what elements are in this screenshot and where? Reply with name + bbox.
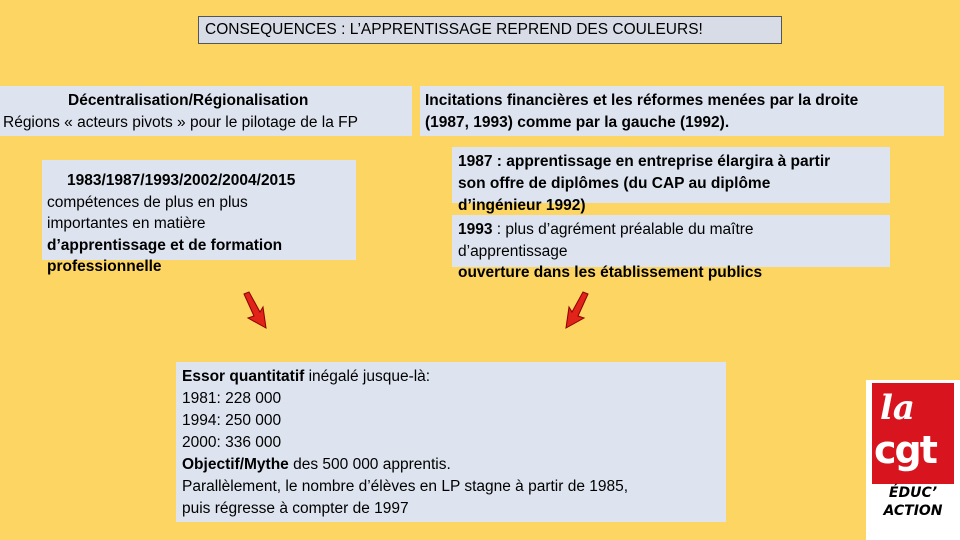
reform-1993-line-2: d’apprentissage — [458, 242, 568, 260]
regions-text: Régions « acteurs pivots » pour le pilotage de la FP — [3, 114, 358, 131]
objectif-rest: des 500 000 apprentis. — [288, 456, 451, 473]
competences-box — [42, 160, 356, 275]
reform-1993-line-3: ouverture dans les établissement publics — [458, 264, 763, 281]
competences-line-4: d’apprentissage et de formation — [47, 236, 283, 254]
essor-box — [176, 362, 726, 522]
incitations-line-2: (1987, 1993) comme par la gauche (1992). — [425, 114, 730, 131]
logo-la: la — [880, 388, 915, 428]
stat-2000: 2000: 336 000 — [182, 434, 282, 451]
essor-heading — [182, 366, 726, 388]
objectif-line — [182, 454, 726, 476]
competences-line-2: compétences de plus en plus — [47, 193, 248, 211]
cgt-educ-action-logo — [866, 380, 960, 540]
decentralisation-box — [0, 86, 412, 136]
arrow-down-left-icon — [560, 292, 596, 330]
competences-line-5: professionnelle — [47, 258, 162, 275]
lp-line-2: puis régresse à compter de 1997 — [182, 500, 409, 517]
decentralisation-heading: Décentralisation/Régionalisation — [68, 92, 309, 109]
reform-1993-text: : plus d’agrément préalable du maître — [492, 221, 754, 238]
incitations-box — [420, 86, 944, 136]
slide-title-text: CONSEQUENCES : L’APPRENTISSAGE REPREND DES COULEURS! — [205, 21, 703, 38]
slide-title — [198, 16, 782, 44]
lp-line-1: Parallèlement, le nombre d’élèves en LP stagne à partir de 1985, — [182, 478, 629, 495]
competences-line-3: importantes en matière — [47, 215, 206, 232]
reform-1987-line-1: 1987 : apprentissage en entreprise élargira à partir — [458, 153, 831, 170]
stat-1981: 1981: 228 000 — [182, 390, 282, 407]
stat-1994: 1994: 250 000 — [182, 412, 282, 429]
reform-1987-line-3: d’ingénieur 1992) — [458, 197, 586, 214]
incitations-line-1: Incitations financières et les réformes menées par la droite — [425, 92, 859, 109]
essor-label-rest: inégalé jusque-là: — [304, 368, 431, 385]
logo-action: ACTION — [883, 503, 943, 519]
logo-educ-action — [872, 484, 954, 536]
reform-1993-box — [452, 215, 890, 281]
objectif-label: Objectif/Mythe — [182, 456, 289, 473]
arrow-down-right-icon — [236, 292, 272, 330]
reform-1993-year: 1993 — [458, 221, 493, 238]
competences-years: 1983/1987/1993/2002/2004/2015 — [67, 172, 296, 189]
logo-cgt: cgt — [874, 428, 936, 472]
reform-1987-line-2: son offre de diplômes (du CAP au diplôme — [458, 175, 771, 192]
reform-1987-box — [452, 147, 890, 214]
logo-educ: ÉDUC’ — [888, 485, 938, 501]
essor-label: Essor quantitatif — [182, 368, 305, 385]
reform-1993-line-1 — [458, 219, 890, 241]
